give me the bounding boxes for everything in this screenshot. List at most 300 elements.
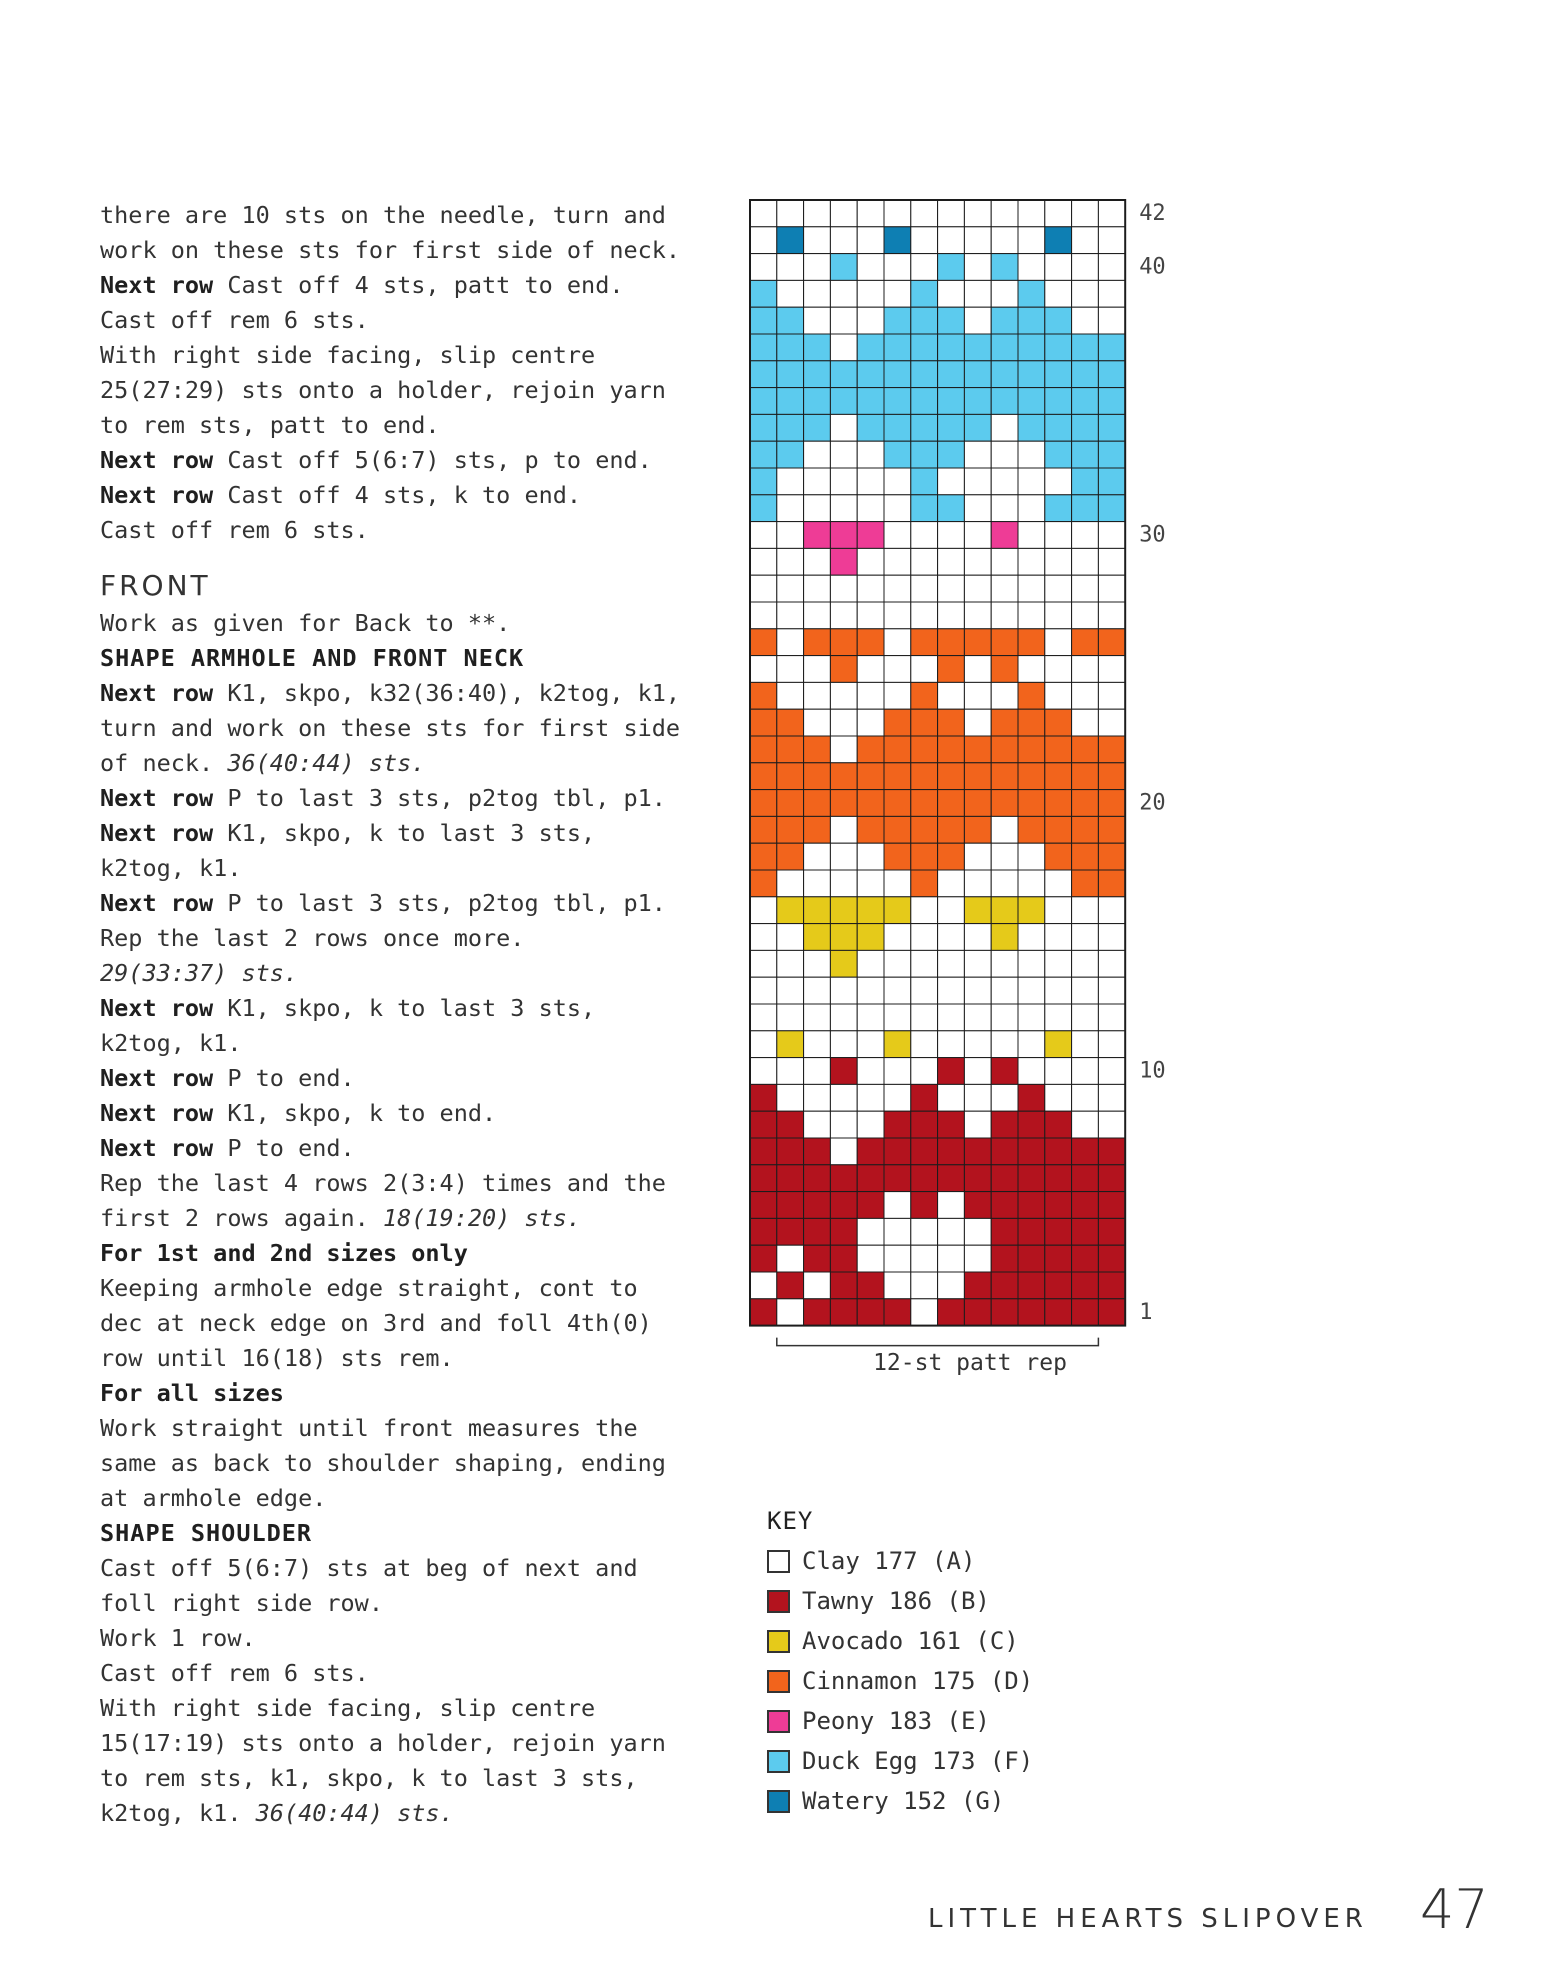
chart-cell [991, 1272, 1018, 1299]
chart-cell [830, 924, 857, 951]
chart-cell [964, 790, 991, 817]
chart-cell [1072, 1138, 1099, 1165]
chart-cell [777, 870, 804, 897]
chart-cell [1018, 1192, 1045, 1219]
chart-cell [777, 441, 804, 468]
chart-cell [750, 280, 777, 307]
chart-cell [1098, 977, 1125, 1004]
chart-cell [884, 1218, 911, 1245]
chart-cell [964, 682, 991, 709]
chart-cell [1018, 1111, 1045, 1138]
chart-cell [1045, 1272, 1072, 1299]
chart-cell [1045, 200, 1072, 227]
chart-cell [857, 870, 884, 897]
chart-cell [1098, 1138, 1125, 1165]
chart-cell [1018, 388, 1045, 415]
chart-cell [857, 629, 884, 656]
chart-cell [964, 468, 991, 495]
instruction-line [100, 1586, 700, 1621]
instruction-text: there are 10 sts on the needle, turn and [100, 201, 666, 229]
chart-cell [804, 977, 831, 1004]
chart-cell [884, 763, 911, 790]
chart-cell [884, 897, 911, 924]
chart-cell [1072, 816, 1099, 843]
chart-cell [938, 1004, 965, 1031]
chart-cell [1018, 602, 1045, 629]
chart-cell [1045, 441, 1072, 468]
instruction-line [100, 513, 700, 548]
chart-cell [830, 1218, 857, 1245]
chart-cell [804, 682, 831, 709]
chart-cell [884, 200, 911, 227]
chart-cell [1045, 1192, 1072, 1219]
chart-cell [777, 629, 804, 656]
chart-cell [1045, 816, 1072, 843]
chart-cell [1018, 200, 1045, 227]
chart-cell [911, 200, 938, 227]
chart-cell [830, 307, 857, 334]
chart-cell [1045, 1245, 1072, 1272]
row-number-label: 1 [1139, 1299, 1153, 1325]
chart-cell [884, 254, 911, 281]
chart-cell [964, 388, 991, 415]
chart-cell [991, 1245, 1018, 1272]
chart-cell [777, 388, 804, 415]
chart-cell [750, 736, 777, 763]
instruction-text: first 2 rows again. [100, 1204, 383, 1232]
row-keyword: Next row [100, 994, 214, 1022]
chart-cell [804, 602, 831, 629]
chart-cell [911, 227, 938, 254]
chart-cell [911, 629, 938, 656]
chart-cell [1018, 575, 1045, 602]
chart-cell [777, 1165, 804, 1192]
chart-cell [830, 870, 857, 897]
row-keyword: Next row [100, 679, 214, 707]
chart-cell [857, 897, 884, 924]
chart-cell [991, 307, 1018, 334]
instruction-text: same as back to shoulder shaping, ending [100, 1449, 666, 1477]
chart-cell [991, 1111, 1018, 1138]
chart-cell [884, 656, 911, 683]
chart-cell [911, 254, 938, 281]
instruction-line [100, 991, 700, 1026]
chart-cell [830, 1138, 857, 1165]
row-number-label: 30 [1139, 522, 1166, 548]
chart-cell [857, 495, 884, 522]
colour-swatch [767, 1790, 790, 1813]
chart-cell [1072, 977, 1099, 1004]
instruction-line [100, 1201, 700, 1236]
chart-cell [938, 227, 965, 254]
chart-cell [777, 790, 804, 817]
chart-cell [991, 1084, 1018, 1111]
chart-cell [1098, 548, 1125, 575]
chart-cell [804, 1299, 831, 1326]
chart-cell [777, 977, 804, 1004]
chart-cell [830, 254, 857, 281]
chart-cell [884, 575, 911, 602]
chart-cell [777, 227, 804, 254]
chart-cell [1045, 307, 1072, 334]
chart-cell [750, 1218, 777, 1245]
chart-cell [1018, 280, 1045, 307]
chart-cell [938, 1165, 965, 1192]
chart-cell [911, 790, 938, 817]
chart-cell [1098, 334, 1125, 361]
chart-cell [750, 1058, 777, 1085]
chart-cell [964, 1004, 991, 1031]
chart-cell [911, 1192, 938, 1219]
chart-cell [938, 843, 965, 870]
chart-cell [938, 602, 965, 629]
chart-cell [964, 1299, 991, 1326]
chart-cell [804, 1004, 831, 1031]
chart-cell [964, 334, 991, 361]
chart-cell [1018, 977, 1045, 1004]
instruction-line [100, 606, 700, 641]
chart-cell [777, 307, 804, 334]
chart-cell [1098, 763, 1125, 790]
chart-cell [884, 334, 911, 361]
chart-cell [857, 977, 884, 1004]
chart-cell [804, 629, 831, 656]
chart-cell [1098, 1218, 1125, 1245]
chart-cell [1098, 790, 1125, 817]
chart-cell [938, 495, 965, 522]
chart-cell [804, 843, 831, 870]
chart-cell [777, 843, 804, 870]
chart-cell [1072, 1165, 1099, 1192]
chart-cell [964, 1218, 991, 1245]
chart-cell [1018, 441, 1045, 468]
chart-cell [750, 1111, 777, 1138]
chart-cell [1018, 522, 1045, 549]
chart-cell [1018, 1165, 1045, 1192]
chart-cell [938, 280, 965, 307]
chart-cell [777, 1245, 804, 1272]
chart-cell [964, 897, 991, 924]
chart-cell [991, 629, 1018, 656]
instruction-line [100, 816, 700, 851]
chart-cell [804, 307, 831, 334]
chart-cell [804, 441, 831, 468]
chart-cell [911, 816, 938, 843]
chart-cell [964, 1058, 991, 1085]
chart-cell [804, 736, 831, 763]
chart-cell [804, 1165, 831, 1192]
chart-cell [857, 709, 884, 736]
chart-cell [1018, 361, 1045, 388]
chart-cell [991, 334, 1018, 361]
chart-cell [857, 1111, 884, 1138]
chart-cell [991, 1058, 1018, 1085]
row-keyword: Next row [100, 819, 214, 847]
chart-cell [750, 1084, 777, 1111]
chart-cell [884, 495, 911, 522]
row-keyword: Next row [100, 784, 214, 812]
chart-cell [857, 548, 884, 575]
chart-cell [911, 1245, 938, 1272]
instruction-line [100, 1691, 700, 1726]
chart-cell [964, 227, 991, 254]
chart-cell [938, 254, 965, 281]
chart-cell [911, 950, 938, 977]
chart-cell [1098, 1031, 1125, 1058]
chart-cell [1018, 950, 1045, 977]
chart-cell [1045, 790, 1072, 817]
chart-cell [857, 736, 884, 763]
chart-cell [1018, 682, 1045, 709]
chart-cell [777, 254, 804, 281]
chart-cell [750, 682, 777, 709]
chart-cell [830, 1299, 857, 1326]
chart-cell [750, 227, 777, 254]
instruction-line [100, 711, 700, 746]
chart-cell [911, 334, 938, 361]
chart-cell [1098, 200, 1125, 227]
chart-cell [857, 200, 884, 227]
chart-cell [911, 977, 938, 1004]
chart-cell [938, 1138, 965, 1165]
chart-cell [1098, 227, 1125, 254]
chart-cell [938, 1245, 965, 1272]
chart-cell [911, 548, 938, 575]
chart-cell [884, 548, 911, 575]
instruction-line [100, 1306, 700, 1341]
chart-cell [750, 548, 777, 575]
row-number-label: 42 [1139, 201, 1166, 227]
chart-cell [884, 1031, 911, 1058]
chart-cell [857, 414, 884, 441]
chart-cell [991, 227, 1018, 254]
key-item [767, 1781, 1033, 1821]
instruction-line [100, 1376, 700, 1411]
chart-cell [1045, 924, 1072, 951]
chart-cell [1072, 602, 1099, 629]
chart-cell [777, 1058, 804, 1085]
instruction-line [100, 303, 700, 338]
chart-cell [884, 1138, 911, 1165]
chart-cell [1072, 441, 1099, 468]
chart-cell [777, 1192, 804, 1219]
chart-cell [991, 468, 1018, 495]
instruction-text: K1, skpo, k to last 3 sts, [213, 994, 596, 1022]
chart-cell [857, 227, 884, 254]
chart-cell [1045, 950, 1072, 977]
chart-cell [1098, 602, 1125, 629]
chart-cell [911, 870, 938, 897]
chart-cell [857, 950, 884, 977]
chart-cell [777, 950, 804, 977]
instruction-text: Cast off rem 6 sts. [100, 1659, 369, 1687]
row-keyword: Next row [100, 1134, 214, 1162]
chart-cell [830, 736, 857, 763]
chart-cell [938, 816, 965, 843]
instruction-text: foll right side row. [100, 1589, 383, 1617]
chart-cell [1018, 736, 1045, 763]
chart-cell [1098, 1058, 1125, 1085]
chart-cell [991, 977, 1018, 1004]
chart-cell [911, 843, 938, 870]
chart-cell [804, 280, 831, 307]
chart-cell [750, 656, 777, 683]
chart-cell [750, 468, 777, 495]
chart-cell [1098, 280, 1125, 307]
instruction-line [100, 443, 700, 478]
paragraph-gap [100, 548, 700, 566]
chart-cell [1045, 388, 1072, 415]
chart-cell [991, 1218, 1018, 1245]
chart-cell [750, 388, 777, 415]
chart-cell [804, 1138, 831, 1165]
chart-cell [911, 1031, 938, 1058]
chart-cell [804, 870, 831, 897]
chart-cell [857, 575, 884, 602]
chart-cell [1045, 709, 1072, 736]
instruction-text: K1, skpo, k to last 3 sts, [213, 819, 596, 847]
chart-cell [830, 388, 857, 415]
chart-cell [857, 763, 884, 790]
repeat-bracket [777, 1338, 1099, 1346]
chart-cell [1072, 1299, 1099, 1326]
chart-cell [1098, 495, 1125, 522]
chart-cell [804, 254, 831, 281]
chart-cell [750, 575, 777, 602]
chart-cell [830, 361, 857, 388]
chart-cell [1018, 468, 1045, 495]
chart-cell [1072, 1218, 1099, 1245]
chart-cell [938, 1218, 965, 1245]
chart-cell [1072, 200, 1099, 227]
chart-cell [911, 682, 938, 709]
chart-cell [830, 1245, 857, 1272]
section-heading: FRONT [100, 569, 211, 602]
chart-cell [804, 361, 831, 388]
chart-cell [1045, 1165, 1072, 1192]
chart-cell [1098, 629, 1125, 656]
chart-cell [1045, 522, 1072, 549]
chart-cell [1018, 897, 1045, 924]
chart-cell [884, 790, 911, 817]
chart-cell [911, 495, 938, 522]
chart-cell [804, 1192, 831, 1219]
chart-cell [777, 897, 804, 924]
chart-cell [991, 790, 1018, 817]
chart-cell [1045, 843, 1072, 870]
chart-cell [938, 682, 965, 709]
chart-cell [911, 1165, 938, 1192]
chart-cell [804, 1058, 831, 1085]
chart-cell [911, 361, 938, 388]
instruction-text: K1, skpo, k to end. [213, 1099, 497, 1127]
instruction-line [100, 268, 700, 303]
chart-cell [884, 1192, 911, 1219]
chart-cell [1018, 495, 1045, 522]
chart-cell [1072, 1058, 1099, 1085]
yarn-label: Duck Egg 173 (F) [802, 1747, 1034, 1775]
chart-cell [857, 682, 884, 709]
chart-cell [991, 602, 1018, 629]
instruction-text: Rep the last 4 rows 2(3:4) times and the [100, 1169, 666, 1197]
chart-cell [1098, 843, 1125, 870]
chart-cell [857, 1272, 884, 1299]
chart-cell [750, 522, 777, 549]
instruction-line [100, 921, 700, 956]
chart-cell [1098, 1272, 1125, 1299]
chart-cell [964, 843, 991, 870]
chart-cell [964, 736, 991, 763]
chart-cell [1045, 361, 1072, 388]
chart-cell [964, 1031, 991, 1058]
chart-cell [830, 1111, 857, 1138]
chart-cell [991, 1299, 1018, 1326]
row-keyword: For 1st and 2nd sizes only [100, 1239, 468, 1267]
chart-cell [1018, 790, 1045, 817]
chart-cell [1098, 736, 1125, 763]
chart-cell [991, 1138, 1018, 1165]
chart-cell [750, 1272, 777, 1299]
chart-cell [777, 924, 804, 951]
instruction-line [100, 478, 700, 513]
chart-cell [1072, 522, 1099, 549]
chart-cell [964, 656, 991, 683]
chart-cell [750, 977, 777, 1004]
chart-cell [1018, 1272, 1045, 1299]
chart-cell [911, 763, 938, 790]
chart-cell [804, 924, 831, 951]
instruction-text: dec at neck edge on 3rd and foll 4th(0) [100, 1309, 652, 1337]
chart-cell [857, 602, 884, 629]
chart-cell [1098, 1165, 1125, 1192]
chart-cell [1098, 1084, 1125, 1111]
chart-cell [804, 468, 831, 495]
chart-cell [750, 1245, 777, 1272]
chart-cell [884, 280, 911, 307]
chart-cell [938, 1031, 965, 1058]
chart-cell [804, 1218, 831, 1245]
chart-cell [830, 629, 857, 656]
chart-cell [991, 950, 1018, 977]
colour-swatch [767, 1630, 790, 1653]
instruction-text: 15(17:19) sts onto a holder, rejoin yarn [100, 1729, 666, 1757]
chart-cell [911, 1218, 938, 1245]
chart-cell [830, 763, 857, 790]
chart-cell [964, 1111, 991, 1138]
chart-cell [991, 280, 1018, 307]
chart-cell [1045, 575, 1072, 602]
chart-cell [750, 870, 777, 897]
chart-cell [938, 441, 965, 468]
chart-cell [884, 1299, 911, 1326]
chart-cell [830, 334, 857, 361]
chart-cell [857, 924, 884, 951]
chart-cell [804, 816, 831, 843]
chart-cell [857, 280, 884, 307]
chart-cell [777, 656, 804, 683]
chart-cell [938, 763, 965, 790]
chart-cell [830, 200, 857, 227]
chart-cell [857, 361, 884, 388]
chart-cell [777, 1111, 804, 1138]
chart-cell [1098, 522, 1125, 549]
chart-cell [750, 602, 777, 629]
chart-cell [884, 414, 911, 441]
colour-swatch [767, 1710, 790, 1733]
chart-cell [857, 307, 884, 334]
instruction-line [100, 956, 700, 991]
chart-cell [857, 790, 884, 817]
